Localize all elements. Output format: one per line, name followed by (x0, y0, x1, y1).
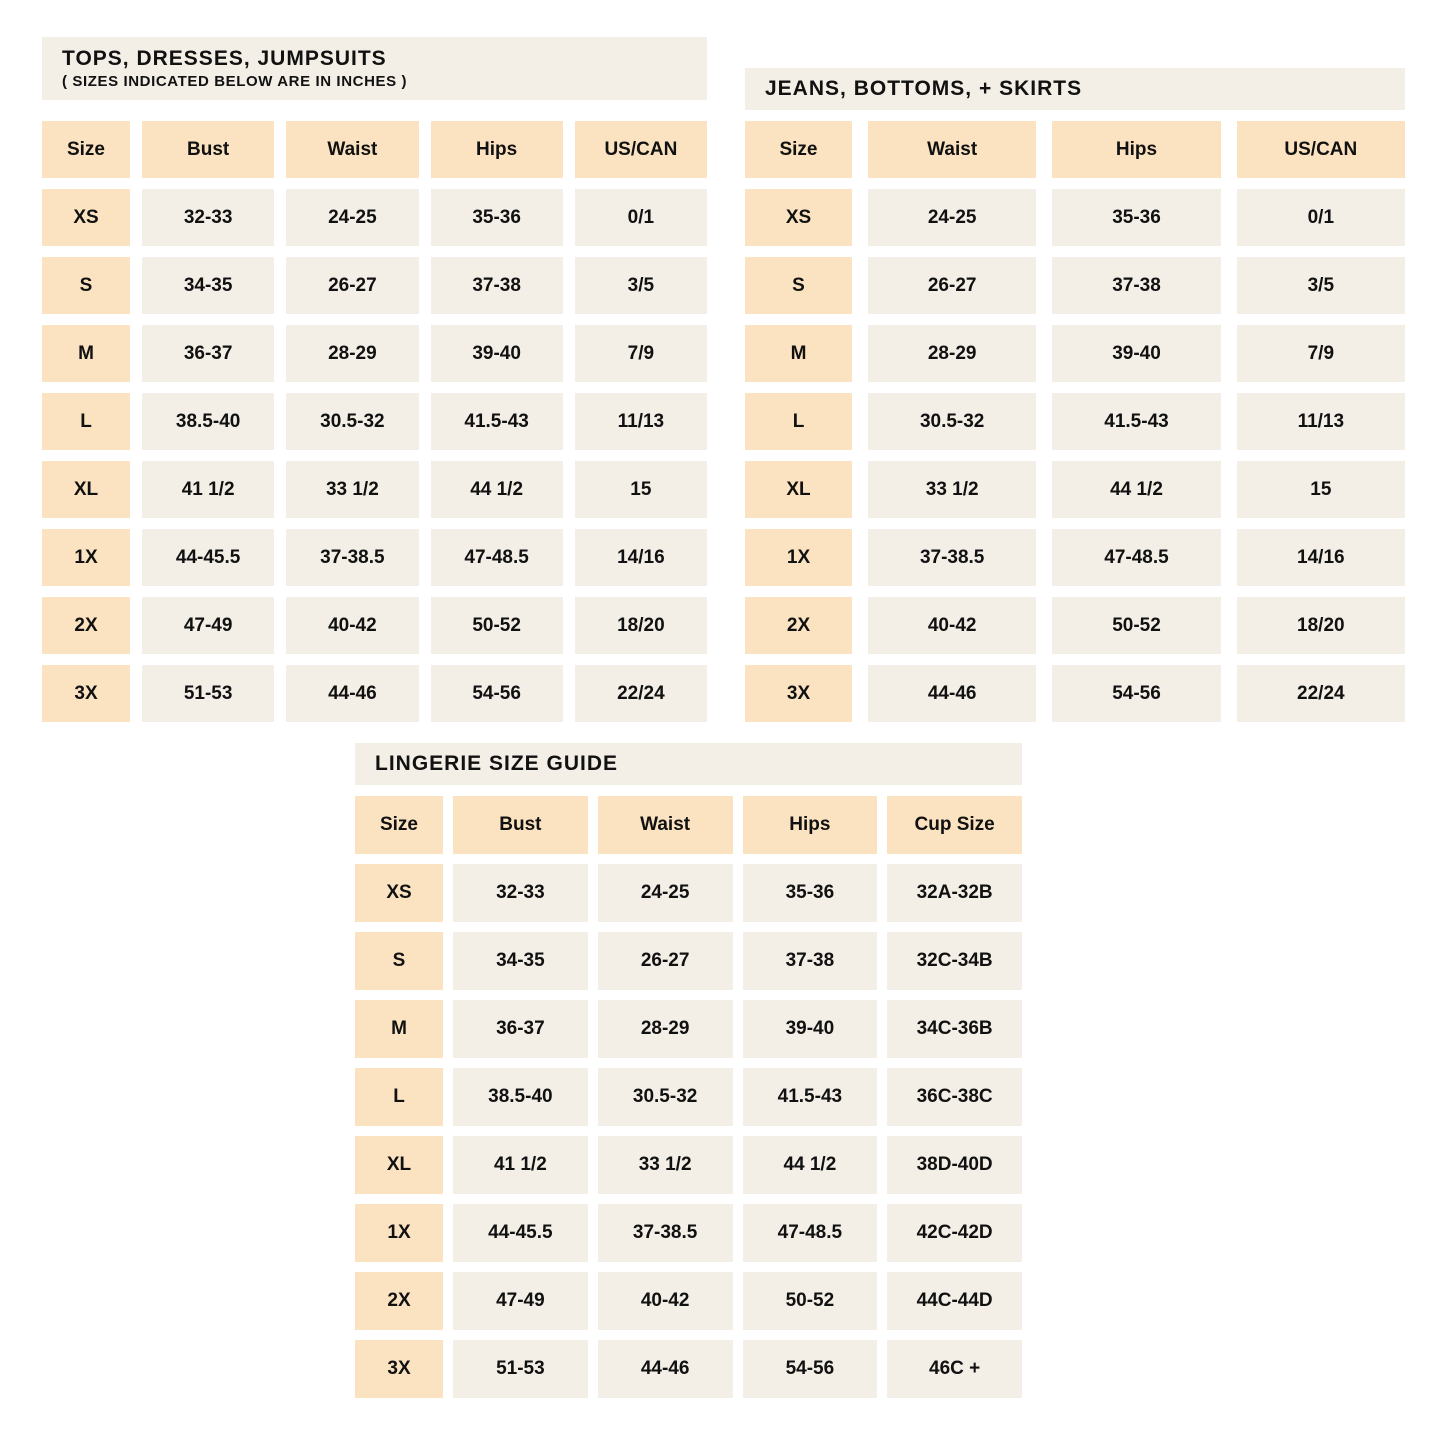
jeans-bottoms-skirts-section (745, 68, 1405, 722)
measurement-value-cell: 18/20 (575, 597, 707, 654)
measurement-value-cell: 22/24 (1237, 665, 1405, 722)
lingerie-title-banner (355, 743, 1022, 785)
column-header-cell: Hips (743, 796, 878, 854)
measurement-value-cell: 39-40 (1052, 325, 1220, 382)
size-label-cell: L (355, 1068, 443, 1126)
measurement-value-cell: 54-56 (431, 665, 563, 722)
measurement-value-cell: 22/24 (575, 665, 707, 722)
measurement-value-cell: 32-33 (142, 189, 274, 246)
measurement-value-cell: 44-46 (598, 1340, 733, 1398)
column-header-cell: US/CAN (1237, 121, 1405, 178)
measurement-value-cell: 30.5-32 (286, 393, 418, 450)
measurement-value-cell: 15 (575, 461, 707, 518)
measurement-value-cell: 35-36 (1052, 189, 1220, 246)
measurement-value-cell: 44-46 (286, 665, 418, 722)
measurement-value-cell: 40-42 (598, 1272, 733, 1330)
tops-title: TOPS, DRESSES, JUMPSUITS (62, 46, 387, 70)
measurement-value-cell: 0/1 (575, 189, 707, 246)
measurement-value-cell: 37-38.5 (868, 529, 1036, 586)
measurement-value-cell: 50-52 (1052, 597, 1220, 654)
measurement-value-cell: 36-37 (142, 325, 274, 382)
lingerie-title: LINGERIE SIZE GUIDE (375, 751, 619, 775)
column-header-cell: Size (745, 121, 852, 178)
size-label-cell: XS (745, 189, 852, 246)
measurement-value-cell: 14/16 (575, 529, 707, 586)
measurement-value-cell: 32-33 (453, 864, 588, 922)
measurement-value-cell: 36-37 (453, 1000, 588, 1058)
measurement-value-cell: 32A-32B (887, 864, 1022, 922)
tops-dresses-jumpsuits-section (42, 37, 707, 722)
measurement-value-cell: 26-27 (598, 932, 733, 990)
size-label-cell: M (745, 325, 852, 382)
measurement-value-cell: 39-40 (431, 325, 563, 382)
measurement-value-cell: 26-27 (286, 257, 418, 314)
column-header-cell: Waist (868, 121, 1036, 178)
column-header-cell: Bust (142, 121, 274, 178)
measurement-value-cell: 44-45.5 (453, 1204, 588, 1262)
measurement-value-cell: 42C-42D (887, 1204, 1022, 1262)
size-label-cell: 1X (355, 1204, 443, 1262)
measurement-value-cell: 47-48.5 (431, 529, 563, 586)
measurement-value-cell: 30.5-32 (868, 393, 1036, 450)
measurement-value-cell: 34C-36B (887, 1000, 1022, 1058)
size-label-cell: 3X (42, 665, 130, 722)
jeans-title: JEANS, BOTTOMS, + SKIRTS (765, 76, 1083, 100)
lingerie-size-table (355, 796, 1022, 1398)
size-label-cell: S (42, 257, 130, 314)
jeans-size-table (745, 121, 1405, 722)
column-header-cell: Hips (1052, 121, 1220, 178)
size-label-cell: XS (42, 189, 130, 246)
column-header-cell: Cup Size (887, 796, 1022, 854)
measurement-value-cell: 3/5 (1237, 257, 1405, 314)
column-header-cell: Waist (286, 121, 418, 178)
measurement-value-cell: 40-42 (868, 597, 1036, 654)
measurement-value-cell: 35-36 (743, 864, 878, 922)
measurement-value-cell: 38.5-40 (453, 1068, 588, 1126)
measurement-value-cell: 18/20 (1237, 597, 1405, 654)
size-label-cell: 2X (745, 597, 852, 654)
measurement-value-cell: 24-25 (286, 189, 418, 246)
measurement-value-cell: 47-48.5 (743, 1204, 878, 1262)
measurement-value-cell: 34-35 (142, 257, 274, 314)
measurement-value-cell: 7/9 (575, 325, 707, 382)
measurement-value-cell: 33 1/2 (598, 1136, 733, 1194)
measurement-value-cell: 40-42 (286, 597, 418, 654)
measurement-value-cell: 7/9 (1237, 325, 1405, 382)
measurement-value-cell: 44-46 (868, 665, 1036, 722)
measurement-value-cell: 34-35 (453, 932, 588, 990)
measurement-value-cell: 44 1/2 (1052, 461, 1220, 518)
measurement-value-cell: 38.5-40 (142, 393, 274, 450)
measurement-value-cell: 46C + (887, 1340, 1022, 1398)
measurement-value-cell: 47-49 (142, 597, 274, 654)
measurement-value-cell: 33 1/2 (868, 461, 1036, 518)
size-label-cell: XL (355, 1136, 443, 1194)
measurement-value-cell: 54-56 (1052, 665, 1220, 722)
measurement-value-cell: 51-53 (142, 665, 274, 722)
measurement-value-cell: 33 1/2 (286, 461, 418, 518)
measurement-value-cell: 37-38.5 (286, 529, 418, 586)
measurement-value-cell: 11/13 (575, 393, 707, 450)
measurement-value-cell: 47-48.5 (1052, 529, 1220, 586)
column-header-cell: Bust (453, 796, 588, 854)
measurement-value-cell: 39-40 (743, 1000, 878, 1058)
measurement-value-cell: 36C-38C (887, 1068, 1022, 1126)
size-label-cell: XS (355, 864, 443, 922)
measurement-value-cell: 28-29 (598, 1000, 733, 1058)
measurement-value-cell: 37-38 (431, 257, 563, 314)
size-label-cell: 1X (42, 529, 130, 586)
measurement-value-cell: 28-29 (868, 325, 1036, 382)
measurement-value-cell: 24-25 (598, 864, 733, 922)
size-label-cell: 2X (42, 597, 130, 654)
size-label-cell: 3X (745, 665, 852, 722)
measurement-value-cell: 44C-44D (887, 1272, 1022, 1330)
size-label-cell: M (355, 1000, 443, 1058)
size-label-cell: 2X (355, 1272, 443, 1330)
measurement-value-cell: 28-29 (286, 325, 418, 382)
measurement-value-cell: 41.5-43 (431, 393, 563, 450)
measurement-value-cell: 37-38 (1052, 257, 1220, 314)
lingerie-size-guide-section (355, 743, 1022, 1398)
size-label-cell: L (42, 393, 130, 450)
measurement-value-cell: 30.5-32 (598, 1068, 733, 1126)
measurement-value-cell: 24-25 (868, 189, 1036, 246)
size-label-cell: 3X (355, 1340, 443, 1398)
measurement-value-cell: 54-56 (743, 1340, 878, 1398)
size-label-cell: XL (745, 461, 852, 518)
measurement-value-cell: 41 1/2 (453, 1136, 588, 1194)
measurement-value-cell: 51-53 (453, 1340, 588, 1398)
measurement-value-cell: 38D-40D (887, 1136, 1022, 1194)
measurement-value-cell: 15 (1237, 461, 1405, 518)
column-header-cell: Size (355, 796, 443, 854)
size-label-cell: XL (42, 461, 130, 518)
measurement-value-cell: 32C-34B (887, 932, 1022, 990)
size-label-cell: M (42, 325, 130, 382)
column-header-cell: Waist (598, 796, 733, 854)
measurement-value-cell: 41 1/2 (142, 461, 274, 518)
size-label-cell: S (355, 932, 443, 990)
measurement-value-cell: 11/13 (1237, 393, 1405, 450)
measurement-value-cell: 14/16 (1237, 529, 1405, 586)
tops-subtitle: ( SIZES INDICATED BELOW ARE IN INCHES ) (62, 72, 408, 90)
measurement-value-cell: 50-52 (431, 597, 563, 654)
measurement-value-cell: 3/5 (575, 257, 707, 314)
measurement-value-cell: 44 1/2 (431, 461, 563, 518)
size-label-cell: S (745, 257, 852, 314)
measurement-value-cell: 37-38 (743, 932, 878, 990)
tops-title-banner (42, 37, 707, 100)
jeans-title-banner (745, 68, 1405, 110)
measurement-value-cell: 47-49 (453, 1272, 588, 1330)
measurement-value-cell: 0/1 (1237, 189, 1405, 246)
measurement-value-cell: 44-45.5 (142, 529, 274, 586)
measurement-value-cell: 35-36 (431, 189, 563, 246)
column-header-cell: US/CAN (575, 121, 707, 178)
size-label-cell: L (745, 393, 852, 450)
measurement-value-cell: 44 1/2 (743, 1136, 878, 1194)
column-header-cell: Hips (431, 121, 563, 178)
measurement-value-cell: 50-52 (743, 1272, 878, 1330)
column-header-cell: Size (42, 121, 130, 178)
measurement-value-cell: 41.5-43 (1052, 393, 1220, 450)
size-label-cell: 1X (745, 529, 852, 586)
measurement-value-cell: 41.5-43 (743, 1068, 878, 1126)
measurement-value-cell: 37-38.5 (598, 1204, 733, 1262)
tops-size-table (42, 121, 707, 722)
measurement-value-cell: 26-27 (868, 257, 1036, 314)
